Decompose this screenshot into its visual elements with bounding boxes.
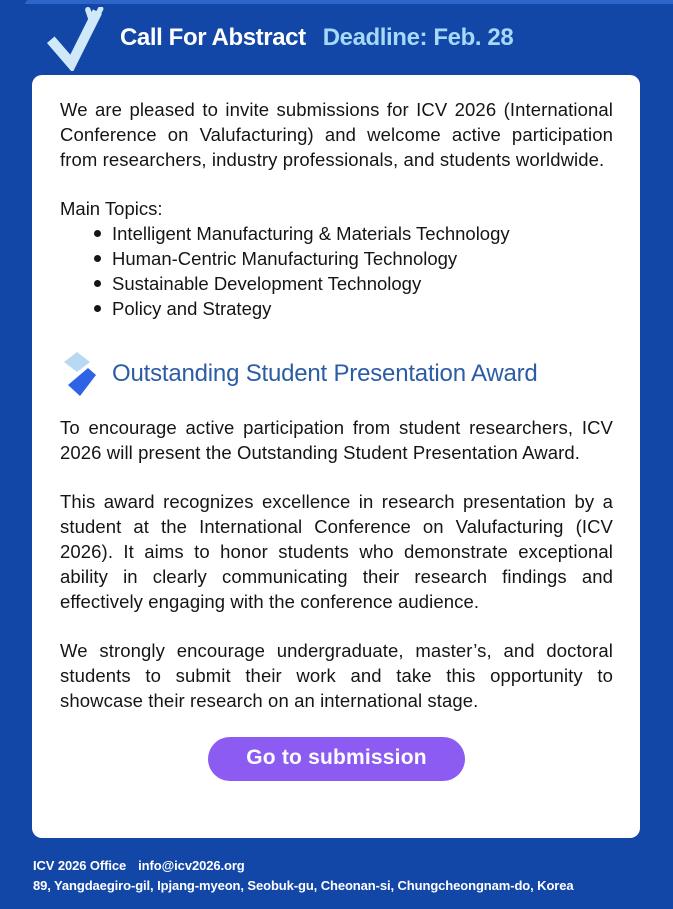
header-band xyxy=(0,0,673,75)
award-diamond-icon xyxy=(60,351,100,397)
deadline-text: Deadline: Feb. 28 xyxy=(322,23,514,51)
award-paragraph-1: To encourage active participation from student researchers, ICV 2026 will present the Outstanding Student Presentation Award. xyxy=(60,417,613,463)
award-section-heading: Outstanding Student Presentation Award xyxy=(112,360,538,387)
email-link[interactable]: info@icv2026.org xyxy=(138,858,245,873)
main-topics-label: Main Topics: xyxy=(60,198,163,219)
page-title: Call For Abstract xyxy=(120,23,306,51)
award-paragraph-3: We strongly encourage undergraduate, master’s, and doctoral students to submit their work and take this opportunity to showcase their research on an international stage. xyxy=(60,640,613,711)
topic-item: Human-Centric Manufacturing Technology xyxy=(60,246,613,271)
topic-item: Policy and Strategy xyxy=(60,296,613,321)
topic-item: Sustainable Development Technology xyxy=(60,271,613,296)
footer-address-line: 89, Yangdaegiro-gil, Ipjang-myeon, Seobuk-gu, Cheonan-si, Chungcheongnam-do, Korea xyxy=(33,878,574,893)
content-card xyxy=(32,75,640,838)
footer-office-line xyxy=(33,856,663,876)
footer xyxy=(33,856,663,896)
office-label: ICV 2026 Office xyxy=(33,858,127,873)
award-heading-row xyxy=(60,351,613,397)
go-to-submission-button[interactable]: Go to submission xyxy=(208,737,465,781)
intro-paragraph: We are pleased to invite submissions for ICV 2026 (International Conference on Valufacturing) and welcome active participation from researchers, industry professionals, and students worldwide. xyxy=(60,99,613,170)
topics-list xyxy=(60,221,613,321)
checkmark-icon xyxy=(46,7,106,71)
topic-item: Intelligent Manufacturing & Materials Technology xyxy=(60,221,613,246)
award-paragraph-2: This award recognizes excellence in research presentation by a student at the International Conference on Valufacturing (ICV 2026). It aims to honor students who demonstrate exceptional ability in clearly communicating their research findings and effectively engaging with the conference audience. xyxy=(60,491,613,612)
